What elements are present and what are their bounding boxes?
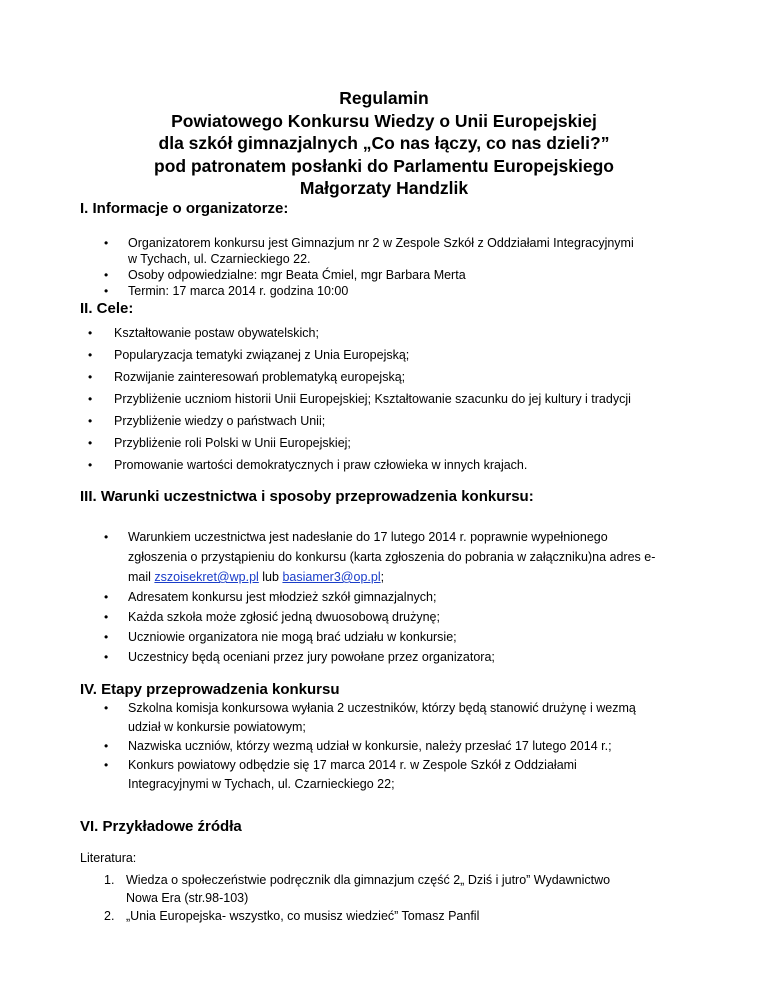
list-item: • Organizatorem konkursu jest Gimnazjum nr 2 w Zespole Szkół z Oddziałami Integracyjnymi w Tychach, ul. Czarnieckiego 22. [104,236,634,266]
bullet-icon: • [104,268,109,282]
stages-list [104,699,636,794]
bullet-icon: • [88,370,93,384]
list-item: • Uczestnicy będą oceniani przez jury powołane przez organizatora; [104,647,655,667]
section-heading-stages: IV. Etapy przeprowadzenia konkursu [80,681,340,698]
title-line: Regulamin [339,88,429,108]
list-item: • Szkolna komisja konkursowa wyłania 2 uczestników, którzy będą stanowić drużynę i wezmą udział w konkursie powiatowym; [104,701,636,734]
list-item: • Konkurs powiatowy odbędzie się 17 marca 2014 r. w Zespole Szkół z Oddziałami Integracyjnymi w Tychach, ul. Czarnieckiego 22; [104,758,577,791]
sources-list [80,871,610,925]
literature-label: Literatura: [80,851,137,865]
bullet-icon: • [104,758,109,772]
bullet-icon: • [104,630,109,644]
bullet-icon: • [104,739,109,753]
list-item: • Adresatem konkursu jest młodzież szkół gimnazjalnych; [104,587,655,607]
list-item: • Przybliżenie roli Polski w Unii Europejskiej; [88,432,631,454]
list-item: • Rozwijanie zainteresowań problematyką europejską; [88,366,631,388]
list-item: • Uczniowie organizatora nie mogą brać udziału w konkursie; [104,627,655,647]
title-line: dla szkół gimnazjalnych „Co nas łączy, co nas dzieli?” [158,133,610,153]
section-heading-conditions: III. Warunki uczestnictwa i sposoby przeprowadzenia konkursu: [80,488,534,505]
bullet-icon: • [88,326,93,340]
list-item: • Nazwiska uczniów, którzy wezmą udział w konkursie, należy przesłać 17 lutego 2014 r.; [104,737,636,756]
list-item: • Warunkiem uczestnictwa jest nadesłanie do 17 lutego 2014 r. poprawnie wypełnionego zgłoszenia o przystąpieniu do konkursu (karta zgłoszenia do pobrania w załączniku)na adres e- mail zszoisekret@wp.pl lub basiamer3@op.pl; [104,527,655,587]
title-line: pod patronatem posłanki do Parlamentu Europejskiego [154,155,614,176]
bullet-icon: • [104,236,109,250]
conditions-list [104,527,655,667]
list-item: 2. „Unia Europejska- wszystko, co musisz wiedzieć” Tomasz Panfil [104,909,480,923]
list-item: • Przybliżenie uczniom historii Unii Europejskiej; Kształtowanie szacunku do jej kultury i tradycji [88,388,631,410]
bullet-icon: • [104,610,109,624]
email-link-1[interactable]: zszoisekret@wp.pl [154,570,259,584]
email-link-2[interactable]: basiamer3@op.pl [282,570,381,584]
organizer-list [104,235,634,299]
list-item: • Osoby odpowiedzialne: mgr Beata Ćmiel, mgr Barbara Merta [104,268,466,282]
list-item: • Termin: 17 marca 2014 r. godzina 10:00 [104,284,349,298]
list-item: • Promowanie wartości demokratycznych i praw człowieka w innych krajach. [88,454,631,476]
section-heading-organizer: I. Informacje o organizatorze: [80,200,289,217]
section-heading-sources: VI. Przykładowe źródła [80,818,242,835]
title-line: Powiatowego Konkursu Wiedzy o Unii Europejskiej [171,110,597,131]
bullet-icon: • [104,650,109,664]
bullet-icon: • [104,590,109,604]
bullet-icon: • [104,284,109,298]
bullet-icon: • [88,458,93,472]
title-line: Małgorzaty Handzlik [299,178,469,198]
document-title [60,87,708,200]
list-item: • Każda szkoła może zgłosić jedną dwuosobową drużynę; [104,607,655,627]
section-heading-goals: II. Cele: [80,300,134,317]
bullet-icon: • [88,348,93,362]
bullet-icon: • [104,701,109,715]
list-item: • Kształtowanie postaw obywatelskich; [88,322,631,344]
bullet-icon: • [88,436,93,450]
bullet-icon: • [88,392,93,406]
list-item: • Przybliżenie wiedzy o państwach Unii; [88,410,631,432]
bullet-icon: • [88,414,93,428]
bullet-icon: • [104,530,109,544]
list-item: • Popularyzacja tematyki związanej z Unia Europejską; [88,344,631,366]
goals-list [88,322,631,476]
list-item: 1. Wiedza o społeczeństwie podręcznik dla gimnazjum część 2„ Dziś i jutro” Wydawnictwo Nowa Era (str.98-103) [104,873,611,905]
